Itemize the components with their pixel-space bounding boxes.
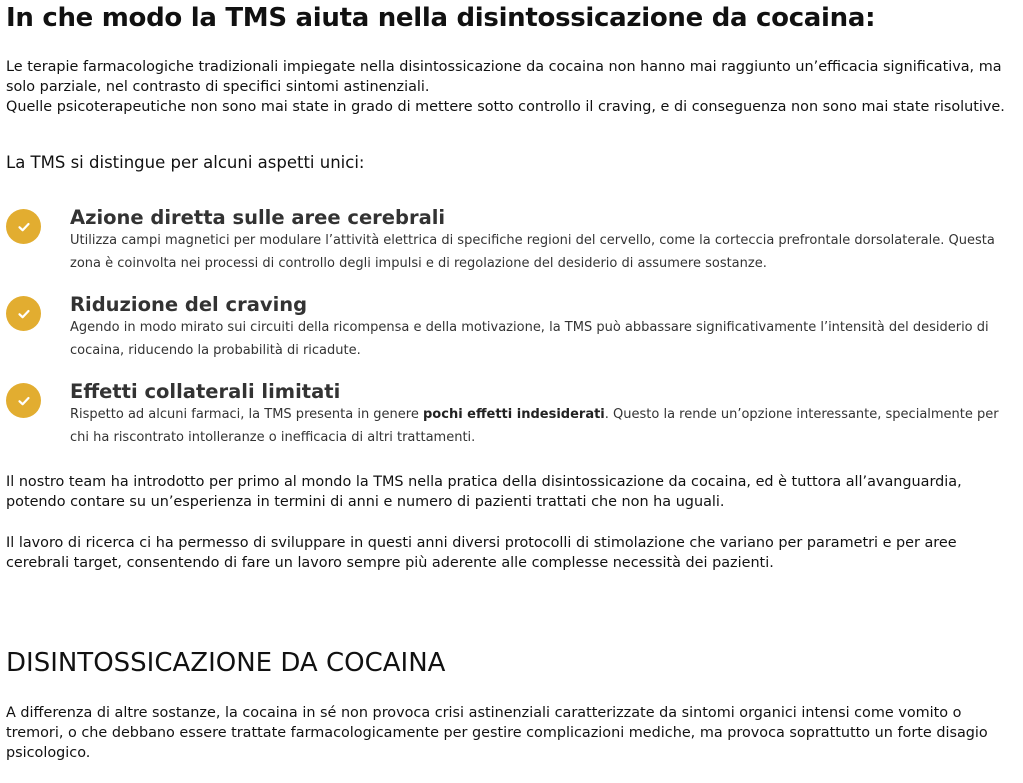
feature-text-bold: pochi effetti indesiderati xyxy=(423,407,605,422)
check-icon xyxy=(6,296,41,331)
feature-text-start: Rispetto ad alcuni farmaci, la TMS presenta in genere xyxy=(70,407,423,422)
difference-paragraph: A differenza di altre sostanze, la cocaina in sé non provoca crisi astinenziali caratterizzate da sintomi organici intensi come vomito o tremori, o che debbano essere trattate farmacologicamente per gestire complicazioni mediche, ma provoca soprattutto un forte disagio psicologico. xyxy=(6,705,988,761)
intro-paragraph xyxy=(6,57,1014,117)
team-paragraph: Il nostro team ha introdotto per primo al mondo la TMS nella pratica della disintossicazione da cocaina, ed è tuttora all’avanguardia, potendo contare su un’esperienza in termini di anni e numero di pazienti trattati che non ha uguali. xyxy=(6,474,962,510)
research-paragraph: Il lavoro di ricerca ci ha permesso di sviluppare in questi anni diversi protocolli di stimolazione che variano per parametri e per aree cerebrali target, consentendo di fare un lavoro sempre più aderente alle complesse necessità dei pazienti. xyxy=(6,535,957,571)
feature-title: Effetti collaterali limitati xyxy=(70,380,341,403)
cocaine-detox-heading: DISINTOSSICAZIONE DA COCAINA xyxy=(6,648,446,678)
section-title: In che modo la TMS aiuta nella disintossicazione da cocaina: xyxy=(6,3,876,33)
feature-text: Utilizza campi magnetici per modulare l’attività elettrica di specifiche regioni del cervello, come la corteccia prefrontale dorsolaterale. Questa zona è coinvolta nei processi di controllo degli impulsi e di regolazione del desiderio di assumere sostanze. xyxy=(70,233,995,271)
feature-text-end: . Questo la rende un’opzione interessante, specialmente per chi ha riscontrato intolleranze o inefficacia di altri trattamenti. xyxy=(70,407,999,445)
intro-line-1: Le terapie farmacologiche tradizionali impiegate nella disintossicazione da cocaina non hanno mai raggiunto un’efficacia significativa, ma solo parziale, nel contrasto di specifici sintomi astinenziali. xyxy=(6,59,1002,95)
lead-text: La TMS si distingue per alcuni aspetti unici: xyxy=(6,153,365,172)
check-icon xyxy=(6,383,41,418)
feature-text: Agendo in modo mirato sui circuiti della ricompensa e della motivazione, la TMS può abbassare significativamente l’intensità del desiderio di cocaina, riducendo la probabilità di ricadute. xyxy=(70,320,989,358)
check-icon xyxy=(6,209,41,244)
feature-title: Riduzione del craving xyxy=(70,293,308,316)
intro-line-2: Quelle psicoterapeutiche non sono mai state in grado di mettere sotto controllo il craving, e di conseguenza non sono mai state risolutive. xyxy=(6,99,1005,115)
feature-title: Azione diretta sulle aree cerebrali xyxy=(70,206,446,229)
feature-text xyxy=(70,403,1005,449)
